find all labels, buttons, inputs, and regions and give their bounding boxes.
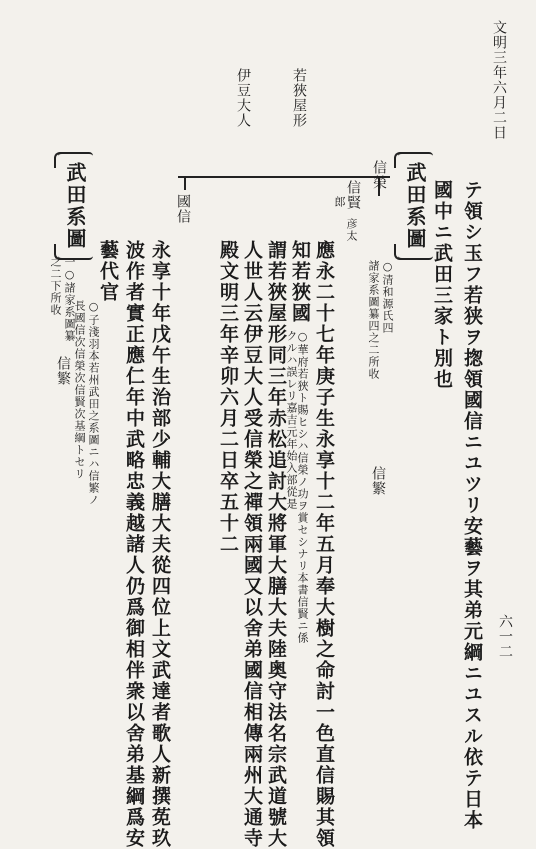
genealogy-title-2: 武田系圖 (58, 152, 93, 260)
lower-note-e: 信繁 (55, 356, 71, 386)
name-nobuhide: 信榮 (371, 160, 387, 190)
text-column-7: 殿文明三年辛卯六月二日卒五十二 (217, 240, 239, 555)
text-column-3: 應永二十七年庚子生永享十二年五月奉大樹之命討一色直信賜其領 (313, 240, 335, 849)
name-wakasa-yakata: 若狹屋形 (291, 68, 307, 128)
inline-note: ○華府若狹ト賜ヒシハ信榮ノ功ヲ賞セシナリ本書信賢ニ係クルハ誤レリ嘉吉元年始入部從是 (285, 330, 309, 644)
note-nobushige: 信繁 (370, 466, 386, 496)
lower-note-b: 長國信次信榮次信賢次基綱トセリ (73, 300, 86, 480)
text-column-10: 藝代官 (97, 240, 119, 303)
text-column-1: テ領シ玉フ若狭ヲ揔領國信ニユツリ安藝ヲ其弟元綱ニユスル依テ日本 (461, 180, 483, 831)
name-izu-daijin: 伊豆大人 (235, 68, 251, 128)
text-column-4: 知若狹國 (289, 240, 311, 324)
text-column-8: 永享十年戊午生治部少輔大膳大夫從四位上文武達者歌人新撰莬玖 (149, 240, 171, 849)
lower-note-c: 一○諸家系圖纂 (63, 256, 76, 342)
name-nobukata: 信賢 (345, 180, 361, 210)
name-kuninobu: 國信 (175, 194, 191, 224)
lower-note-a: ○子淺羽本若州武田之系圖ニハ信繁ノ (87, 300, 100, 506)
text-column-5: 謂若狹屋形同三年赤松追討大將軍大膳大夫陸奥守法名宗武道號大 (265, 240, 287, 849)
text-column-6: 人世人云伊豆大人受信榮之禪領兩國又以舍弟國信相傳兩州大通寺 (241, 240, 263, 849)
date-label: 文明三年六月二日 (491, 20, 507, 140)
tree-horizontal-line (178, 176, 390, 178)
name-hikotaro: 彦太 (345, 218, 358, 242)
text-column-2: 國中ニ武田三家ト別也 (431, 180, 453, 390)
genealogy-title-1: 武田系圖 (398, 152, 433, 260)
lower-note-d: 之二下所收 (49, 256, 62, 316)
name-hikotaro-suffix: 郎 (333, 196, 346, 208)
note-source: 諸家系圖纂四之二所收 (367, 260, 380, 380)
tree-branch-left (184, 176, 186, 190)
text-column-9: 波作者實正應仁年中武略忠義越諸人仍爲御相伴衆以舍弟基綱爲安 (123, 240, 145, 849)
page-number: 六一二 (497, 614, 513, 659)
note-seiwa: ○清和源氏四 (381, 260, 394, 334)
